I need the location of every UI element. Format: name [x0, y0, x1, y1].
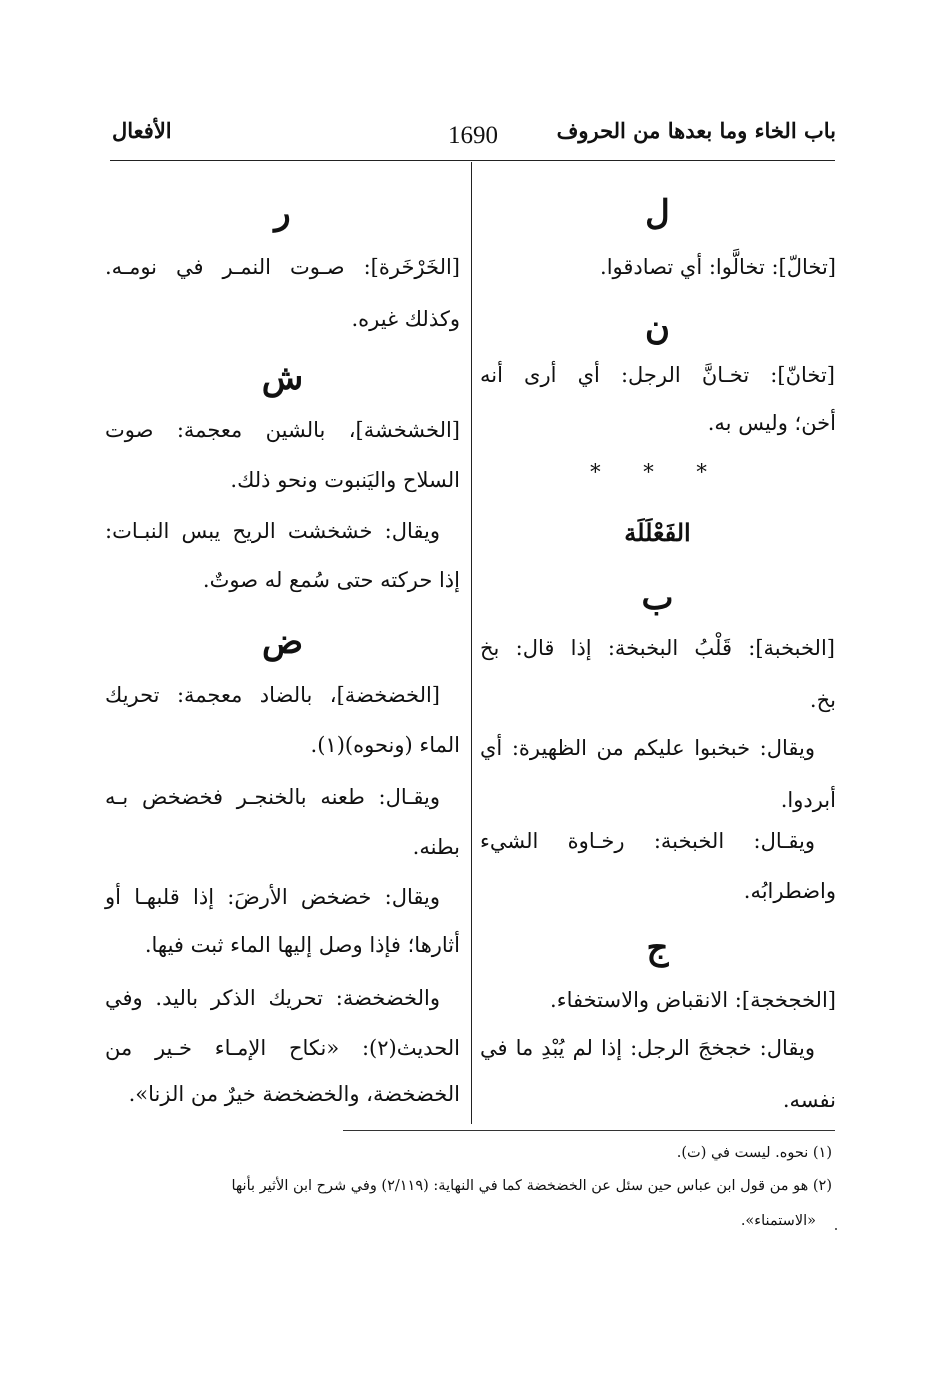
footnote-rule	[343, 1130, 835, 1131]
entry-line: [الخَرْخَرة]: صـوت النمـر في نومـه.	[105, 255, 460, 279]
entry-line: نفسه.	[782, 1088, 836, 1112]
entry-line: أبردوا.	[780, 788, 836, 812]
entry-line: والخضخضة: تحريك الذكر باليد. وفي	[105, 986, 440, 1010]
form-title: الفَعْلَلَة	[624, 518, 691, 547]
entry-line: [الخضخضة]، بالضاد معجمة: تحريك	[105, 683, 440, 707]
section-letter-shin: ش	[261, 358, 304, 398]
entry-line: الماء (ونحوه)(١).	[310, 733, 460, 757]
entry-line: [الخشخشة]، بالشين معجمة: صوت	[105, 418, 460, 442]
entry-line: [تخانّ]: تخـانَّ الرجل: أي أرى أنه	[480, 363, 835, 387]
entry-line: [تخالّ]: تخالَّوا: أي تصادقوا.	[600, 255, 836, 279]
page-number: 1690	[448, 122, 498, 149]
entry-line: أثارها؛ فإذا وصل إليها الماء ثبت فيها.	[144, 933, 460, 957]
entry-line: وكذلك غيره.	[351, 307, 460, 331]
section-letter-ra: ر	[274, 193, 291, 233]
entry-line: بخ.	[809, 688, 836, 712]
entry-line: ويقـال: طعنه بالخنجـر فخضخض بـه	[105, 785, 440, 809]
running-header-section: الأفعال	[112, 118, 172, 143]
entry-line: أخن؛ وليس به.	[707, 411, 836, 435]
entry-line: إذا حركته حتى سُمع له صوتٌ.	[202, 568, 460, 592]
footnote-2: (٢) هو من قول ابن عباس حين سئل عن الخضخضة كما في النهاية: (٢/١١٩) وفي شرح ابن الأثير بأنها	[231, 1178, 832, 1194]
entry-line: ويقال: خشخشت الريح يبس النبـات:	[105, 519, 440, 543]
stray-mark	[835, 1228, 837, 1230]
section-letter-dad: ض	[261, 622, 304, 662]
section-letter-ba: ب	[641, 578, 674, 618]
section-letter-jim: ج	[646, 928, 669, 968]
section-letter-lam: ل	[645, 193, 670, 233]
column-divider	[471, 162, 472, 1124]
running-header-chapter: باب الخاء وما بعدها من الحروف	[556, 118, 836, 143]
entry-line: بطنه.	[412, 835, 460, 859]
entry-line: الخضخضة، والخضخضة خيرٌ من الزنا».	[128, 1082, 460, 1106]
entry-line: الحديث(٢): «نكاح الإمـاء خـير من	[105, 1036, 460, 1060]
footnote-1: (١) نحوه. ليست في (ت).	[676, 1145, 832, 1161]
entry-line: ويقـال: الخبخبة: رخـاوة الشيء	[480, 829, 815, 853]
entry-line: [الخجخجة]: الانقباض والاستخفاء.	[550, 988, 836, 1012]
section-letter-nun: ن	[645, 308, 670, 348]
entry-line: ويقال: خضخض الأرضَ: إذا قلبهـا أو	[105, 885, 440, 909]
entry-line: السلاح واليَنبوت ونحو ذلك.	[230, 468, 460, 492]
entry-line: واضطرابُه.	[743, 879, 836, 903]
footnote-2-continued: «الاستمناء».	[740, 1213, 816, 1229]
entry-line: [الخبخبة]: قَلْبُ البخبخة: إذا قال: بخ	[480, 636, 835, 660]
header-rule	[110, 160, 835, 161]
entry-line: ويقال: خجخجَ الرجل: إذا لم يُبْدِ ما في	[480, 1036, 815, 1060]
section-separator-stars: * * *	[590, 460, 725, 484]
entry-line: ويقال: خبخبوا عليكم من الظهيرة: أي	[480, 736, 815, 760]
